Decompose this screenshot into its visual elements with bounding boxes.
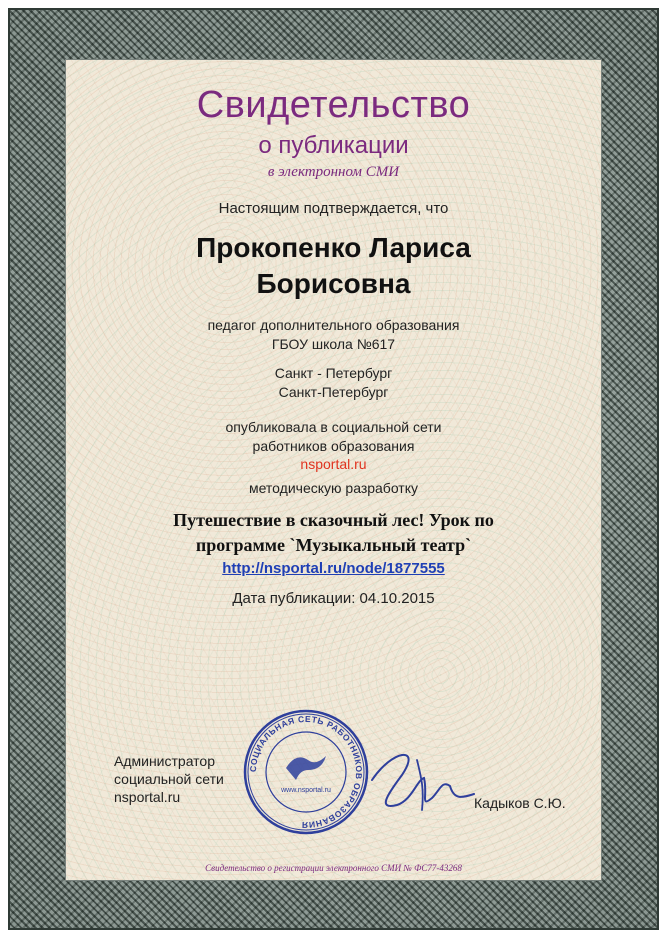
certificate-paper [66, 60, 601, 880]
position-line2: ГБОУ школа №617 [271, 336, 396, 352]
position-line1: педагог дополнительного образования [207, 317, 460, 333]
admin-line3: nsportal.ru [114, 789, 181, 805]
admin-line2: социальной сети [114, 771, 224, 787]
confirm-text: Настоящим подтверждается, что [218, 200, 449, 217]
city-line2: Санкт-Петербург [278, 384, 389, 400]
work-title-line2: программе `Музыкальный театр` [195, 535, 472, 555]
site-name: nsportal.ru [300, 456, 367, 472]
media-type: в электронном СМИ [267, 164, 400, 180]
admin-line1: Администратор [114, 753, 216, 769]
publication-date: Дата публикации: 04.10.2015 [232, 590, 435, 607]
city-line1: Санкт - Петербург [274, 365, 393, 381]
recipient-name [66, 230, 601, 302]
signer-name: Кадыков С.Ю. [474, 795, 566, 811]
certificate-title: Свидетельство [196, 84, 471, 126]
published-text [66, 418, 601, 456]
svg-text:СОЦИАЛЬНАЯ СЕТЬ РАБОТНИКОВ ОБР [248, 714, 364, 830]
registration-footer: Свидетельство о регистрации электронного СМИ № ФС77-43268 [205, 863, 462, 873]
official-stamp [242, 708, 370, 836]
stamp-center-text: www.nsportal.ru [281, 787, 331, 794]
recipient-city [66, 364, 601, 402]
stamp-emblem-icon [286, 756, 326, 780]
work-type: методическую разработку [248, 480, 419, 496]
recipient-name-line2: Борисовна [256, 268, 411, 299]
work-title-line1: Путешествие в сказочный лес! Урок по [173, 510, 494, 530]
publication-link[interactable]: http://nsportal.ru/node/1877555 [222, 560, 445, 577]
stamp-outer-text: СОЦИАЛЬНАЯ СЕТЬ РАБОТНИКОВ ОБРАЗОВАНИЯ [247, 713, 365, 831]
handwritten-signature [362, 740, 482, 820]
work-title [66, 508, 601, 558]
recipient-name-line1: Прокопенко Лариса [196, 232, 471, 263]
published-line2: работников образования [252, 438, 415, 454]
certificate-subtitle: о публикации [258, 132, 409, 159]
published-line1: опубликовала в социальной сети [225, 419, 442, 435]
admin-block [114, 752, 224, 806]
recipient-position [66, 316, 601, 354]
